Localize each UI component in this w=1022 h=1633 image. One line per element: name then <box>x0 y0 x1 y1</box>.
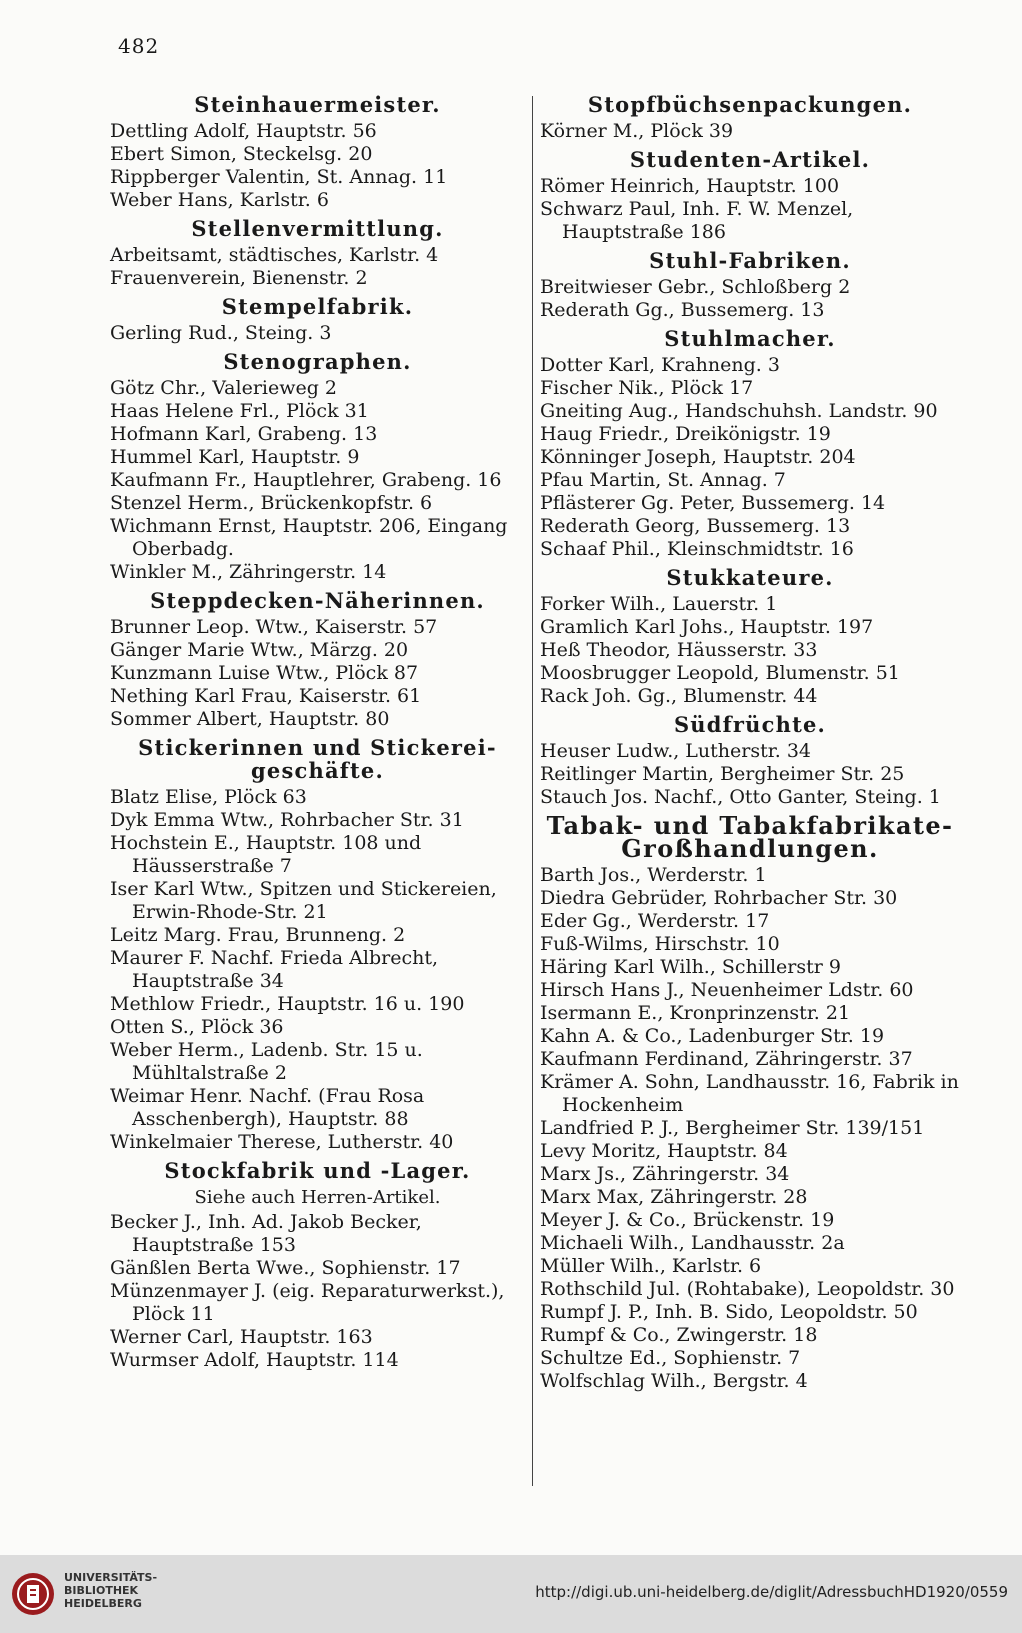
section-heading: Stuhl-Fabriken. <box>649 248 851 273</box>
directory-entry: Hummel Karl, Hauptstr. 9 <box>110 446 360 468</box>
section-heading: Tabak- und Tabakfabrikate-Großhandlungen. <box>546 811 954 863</box>
directory-entry: Moosbrugger Leopold, Blumenstr. 51 <box>540 662 900 684</box>
logo-line: UNIVERSITÄTS- <box>64 1571 158 1584</box>
directory-entry: Schultze Ed., Sophienstr. 7 <box>540 1347 801 1369</box>
section-heading: Stockfabrik und -Lager. <box>164 1158 471 1183</box>
directory-entry: Levy Moritz, Hauptstr. 84 <box>540 1140 788 1162</box>
directory-entry: Landfried P. J., Bergheimer Str. 139/151 <box>540 1117 925 1139</box>
directory-entry: Rothschild Jul. (Rohtabake), Leopoldstr. 30 <box>540 1278 955 1300</box>
directory-entry: Fuß-Wilms, Hirschstr. 10 <box>540 933 780 955</box>
directory-entry: Sommer Albert, Hauptstr. 80 <box>110 708 390 730</box>
section-heading: Stellenvermittlung. <box>191 216 444 241</box>
directory-entry: Dotter Karl, Krahneng. 3 <box>540 354 780 376</box>
directory-entry: Werner Carl, Hauptstr. 163 <box>110 1326 373 1348</box>
logo-line: HEIDELBERG <box>64 1597 142 1610</box>
directory-entry: Nething Karl Frau, Kaiserstr. 61 <box>110 685 422 707</box>
directory-entry: Schwarz Paul, Inh. F. W. Menzel, Hauptstraße 186 <box>540 198 854 243</box>
library-logo-text <box>64 1571 157 1610</box>
directory-entry: Eder Gg., Werderstr. 17 <box>540 910 770 932</box>
directory-entry: Gänger Marie Wtw., Märzg. 20 <box>110 639 409 661</box>
directory-entry: Leitz Marg. Frau, Brunneng. 2 <box>110 924 406 946</box>
directory-entry: Haug Friedr., Dreikönigstr. 19 <box>540 423 831 445</box>
directory-entry: Methlow Friedr., Hauptstr. 16 u. 190 <box>110 993 465 1015</box>
directory-entry: Heß Theodor, Häusserstr. 33 <box>540 639 818 661</box>
directory-entry: Rumpf J. P., Inh. B. Sido, Leopoldstr. 50 <box>540 1301 918 1323</box>
directory-entry: Wichmann Ernst, Hauptstr. 206, Eingang Oberbadg. <box>110 515 508 560</box>
directory-entry: Dettling Adolf, Hauptstr. 56 <box>110 120 377 142</box>
logo-line: BIBLIOTHEK <box>64 1584 139 1597</box>
directory-entry: Reitlinger Martin, Bergheimer Str. 25 <box>540 763 905 785</box>
directory-entry: Gneiting Aug., Handschuhsh. Landstr. 90 <box>540 400 938 422</box>
directory-entry: Krämer A. Sohn, Landhausstr. 16, Fabrik in Hockenheim <box>540 1071 959 1116</box>
directory-entry: Kunzmann Luise Wtw., Plöck 87 <box>110 662 419 684</box>
directory-entry: Blatz Elise, Plöck 63 <box>110 786 307 808</box>
directory-entry: Hochstein E., Hauptstr. 108 und Häusserstraße 7 <box>110 832 422 877</box>
directory-entry: Münzenmayer J. (eig. Reparaturwerkst.), Plöck 11 <box>110 1280 505 1325</box>
directory-entry: Winkelmaier Therese, Lutherstr. 40 <box>110 1131 454 1153</box>
directory-entry: Weimar Henr. Nachf. (Frau Rosa Asschenbergh), Hauptstr. 88 <box>110 1085 425 1130</box>
directory-entry: Forker Wilh., Lauerstr. 1 <box>540 593 778 615</box>
directory-entry: Römer Heinrich, Hauptstr. 100 <box>540 175 840 197</box>
section-heading: Stopfbüchsenpackungen. <box>587 92 913 117</box>
directory-entry: Müller Wilh., Karlstr. 6 <box>540 1255 762 1277</box>
directory-entry: Breitwieser Gebr., Schloßberg 2 <box>540 276 851 298</box>
section-heading: Stuhlmacher. <box>664 326 836 351</box>
directory-entry: Kaufmann Fr., Hauptlehrer, Grabeng. 16 <box>110 469 502 491</box>
directory-entry: Iser Karl Wtw., Spitzen und Stickereien, Erwin-Rhode-Str. 21 <box>110 878 497 923</box>
directory-entry: Weber Hans, Karlstr. 6 <box>110 189 329 211</box>
directory-entry: Könninger Joseph, Hauptstr. 204 <box>540 446 856 468</box>
directory-entry: Heuser Ludw., Lutherstr. 34 <box>540 740 812 762</box>
directory-entry: Arbeitsamt, städtisches, Karlstr. 4 <box>110 244 439 266</box>
directory-entry: Weber Herm., Ladenb. Str. 15 u. Mühltalstraße 2 <box>110 1039 423 1084</box>
page-number: 482 <box>118 34 160 58</box>
section-note: Siehe auch Herren-Artikel. <box>194 1187 441 1208</box>
directory-entry: Götz Chr., Valerieweg 2 <box>110 377 338 399</box>
directory-entry: Hofmann Karl, Grabeng. 13 <box>110 423 378 445</box>
directory-entry: Brunner Leop. Wtw., Kaiserstr. 57 <box>110 616 438 638</box>
directory-entry: Dyk Emma Wtw., Rohrbacher Str. 31 <box>110 809 464 831</box>
directory-entry: Isermann E., Kronprinzenstr. 21 <box>540 1002 851 1024</box>
column-divider <box>532 96 533 1486</box>
directory-entry: Frauenverein, Bienenstr. 2 <box>110 267 368 289</box>
directory-entry: Marx Js., Zähringerstr. 34 <box>540 1163 790 1185</box>
directory-entry: Pfau Martin, St. Annag. 7 <box>540 469 786 491</box>
directory-entry: Häring Karl Wilh., Schillerstr 9 <box>540 956 841 978</box>
directory-entry: Rederath Gg., Bussemerg. 13 <box>540 299 825 321</box>
section-heading: Stenographen. <box>223 349 412 374</box>
section-heading: Steppdecken-Näherinnen. <box>150 588 485 613</box>
left-column <box>110 88 525 1372</box>
viewer-footer <box>0 1555 1022 1633</box>
directory-entry: Rippberger Valentin, St. Annag. 11 <box>110 166 448 188</box>
directory-entry: Wolfschlag Wilh., Bergstr. 4 <box>540 1370 808 1392</box>
directory-entry: Rack Joh. Gg., Blumenstr. 44 <box>540 685 818 707</box>
directory-entry: Kaufmann Ferdinand, Zähringerstr. 37 <box>540 1048 913 1070</box>
directory-entry: Gerling Rud., Steing. 3 <box>110 322 332 344</box>
directory-entry: Hirsch Hans J., Neuenheimer Ldstr. 60 <box>540 979 914 1001</box>
right-column <box>540 88 960 1393</box>
section-heading: Südfrüchte. <box>673 712 827 737</box>
directory-entry: Diedra Gebrüder, Rohrbacher Str. 30 <box>540 887 898 909</box>
directory-entry: Ebert Simon, Steckelsg. 20 <box>110 143 373 165</box>
directory-entry: Meyer J. & Co., Brückenstr. 19 <box>540 1209 835 1231</box>
directory-entry: Gramlich Karl Johs., Hauptstr. 197 <box>540 616 874 638</box>
directory-entry: Schaaf Phil., Kleinschmidtstr. 16 <box>540 538 854 560</box>
directory-entry: Rederath Georg, Bussemerg. 13 <box>540 515 851 537</box>
source-url-link[interactable]: http://digi.ub.uni-heidelberg.de/diglit/AdressbuchHD1920/0559 <box>535 1583 1008 1601</box>
directory-entry: Gänßlen Berta Wwe., Sophienstr. 17 <box>110 1257 461 1279</box>
directory-entry: Pflästerer Gg. Peter, Bussemerg. 14 <box>540 492 886 514</box>
directory-entry: Marx Max, Zähringerstr. 28 <box>540 1186 808 1208</box>
directory-entry: Körner M., Plöck 39 <box>540 120 734 142</box>
directory-entry: Michaeli Wilh., Landhausstr. 2a <box>540 1232 845 1254</box>
directory-entry: Haas Helene Frl., Plöck 31 <box>110 400 369 422</box>
directory-entry: Rumpf & Co., Zwingerstr. 18 <box>540 1324 818 1346</box>
directory-entry: Stenzel Herm., Brückenkopfstr. 6 <box>110 492 433 514</box>
directory-entry: Barth Jos., Werderstr. 1 <box>540 864 767 886</box>
section-heading: Steinhauermeister. <box>194 92 441 117</box>
directory-entry: Winkler M., Zähringerstr. 14 <box>110 561 387 583</box>
directory-entry: Maurer F. Nachf. Frieda Albrecht, Hauptstraße 34 <box>110 947 438 992</box>
directory-entry: Becker J., Inh. Ad. Jakob Becker, Hauptstraße 153 <box>110 1211 422 1256</box>
section-heading: Stempelfabrik. <box>221 294 414 319</box>
section-heading: Stukkateure. <box>666 565 834 590</box>
directory-entry: Otten S., Plöck 36 <box>110 1016 284 1038</box>
section-heading: Studenten-Artikel. <box>629 147 871 172</box>
university-seal-icon <box>10 1571 56 1617</box>
directory-entry: Stauch Jos. Nachf., Otto Ganter, Steing. 1 <box>540 786 941 808</box>
section-heading: Stickerinnen und Stickerei-geschäfte. <box>138 735 497 783</box>
directory-entry: Fischer Nik., Plöck 17 <box>540 377 754 399</box>
directory-entry: Wurmser Adolf, Hauptstr. 114 <box>110 1349 399 1371</box>
directory-entry: Kahn A. & Co., Ladenburger Str. 19 <box>540 1025 885 1047</box>
